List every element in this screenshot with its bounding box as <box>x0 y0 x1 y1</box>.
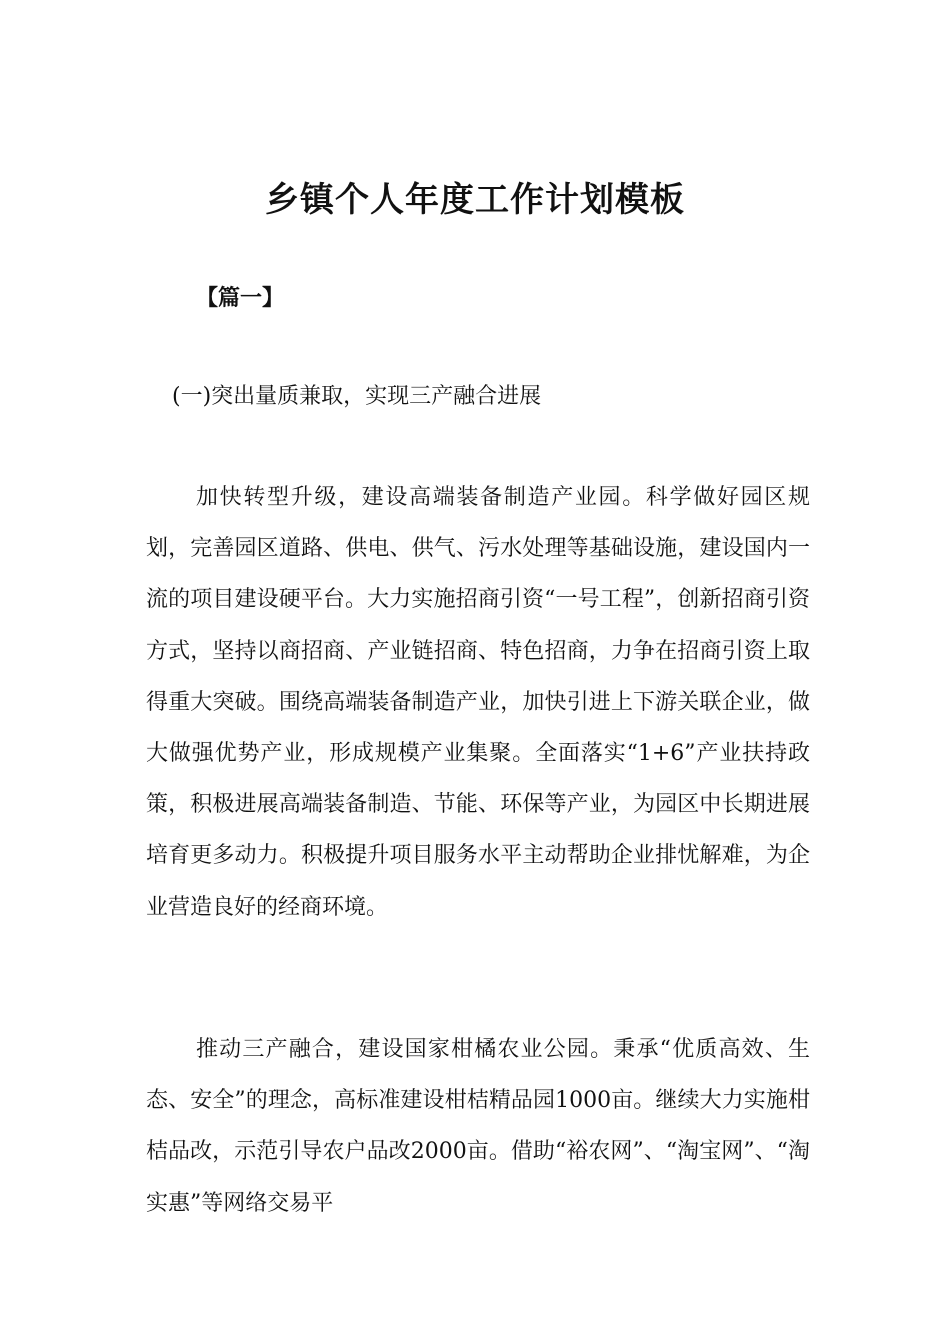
body-paragraph: 推动三产融合，建设国家柑橘农业公园。秉承“优质高效、生态、安全”的理念，高标准建设柑桔精品园1000亩。继续大力实施柑桔品改，示范引导农户品改2000亩。借助“裕农网”、“淘宝网”、“淘实惠”等网络交易平 <box>146 1037 810 1216</box>
document-title: 乡镇个人年度工作计划模板 <box>265 180 685 220</box>
body-paragraph: 加快转型升级，建设高端装备制造产业园。科学做好园区规划，完善园区道路、供电、供气、污水处理等基础设施，建设国内一流的项目建设硬平台。大力实施招商引资“一号工程”，创新招商引资方式，坚持以商招商、产业链招商、特色招商，力争在招商引资上取得重大突破。围绕高端装备制造产业，加快引进上下游关联企业，做大做强优势产业，形成规模产业集聚。全面落实“1+6”产业扶持政策，积极进展高端装备制造、节能、环保等产业，为园区中长期进展培育更多动力。积极提升项目服务水平主动帮助企业排忧解难，为企业营造良好的经商环境。 <box>146 485 810 920</box>
section-subheading: (一)突出量质兼取，实现三产融合进展 <box>172 384 542 409</box>
section-label: 【篇一】 <box>196 286 285 311</box>
